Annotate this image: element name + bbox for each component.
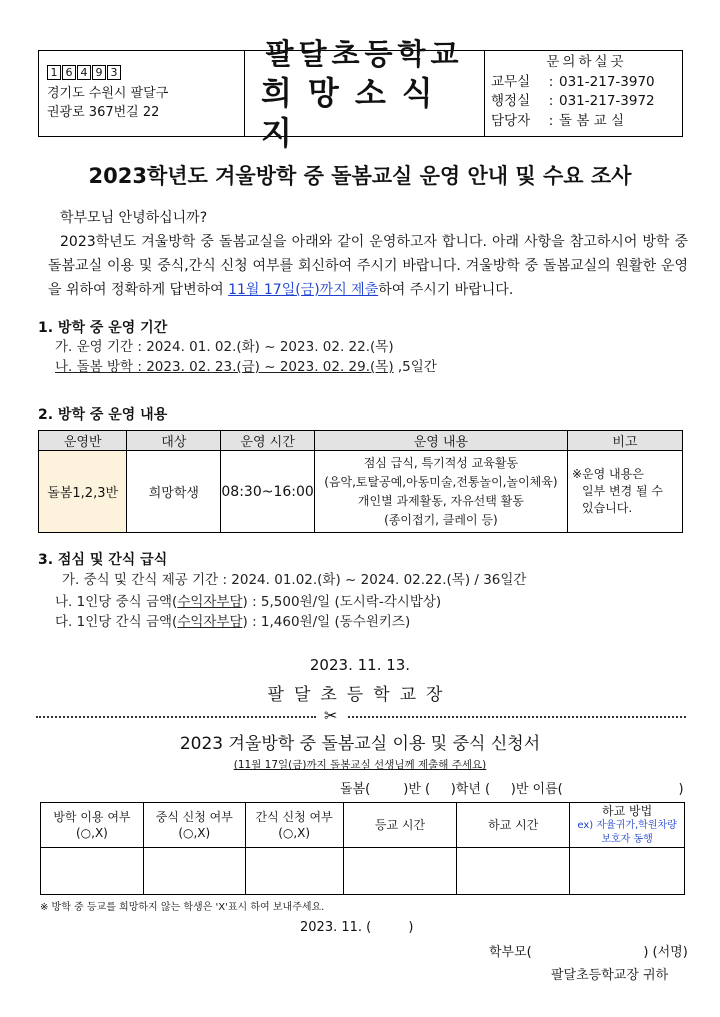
- postal-digit: 1: [47, 65, 61, 80]
- contact-row: [491, 73, 682, 93]
- table-row: [39, 451, 683, 533]
- contact-label: 행정실: [491, 93, 531, 109]
- header-text: 중식 신청 여부: [155, 810, 233, 824]
- section-3-item-a: 가. 중식 및 간식 제공 기간 : 2024. 01.02.(화) ~ 2024. 02.22.(목) / 36일간: [62, 572, 527, 588]
- table-header-cell: 대상: [127, 431, 221, 451]
- table-header-cell: 운영반: [39, 431, 127, 451]
- address-line-2: 권광로 367번길 22: [47, 105, 160, 120]
- header-text: 등교 시간: [374, 818, 426, 832]
- note-line: ※운영 내용은: [571, 467, 644, 481]
- item-text: 다. 1인당 간식 금액(: [55, 614, 178, 630]
- table-header-row: [41, 803, 685, 848]
- arrival-time-input[interactable]: [343, 848, 457, 895]
- dotted-line: [36, 716, 316, 718]
- table-header-cell: [143, 803, 245, 848]
- section-3-item-b: [55, 592, 441, 612]
- greeting: 학부모님 안녕하십니까?: [60, 210, 208, 226]
- section-2-heading: 2. 방학 중 운영 내용: [38, 407, 168, 423]
- contact-box: [485, 51, 682, 136]
- postal-digit: 9: [92, 65, 106, 80]
- intro-paragraph: [48, 230, 688, 302]
- contact-sep: :: [548, 93, 554, 109]
- contact-sep: :: [548, 112, 554, 129]
- addressee: 팔달초등학교장 귀하: [551, 968, 669, 983]
- contact-value: 031-217-3970: [559, 73, 655, 90]
- form-footnote: ※ 방학 중 등교를 희망하지 않는 학생은 'X'표시 하여 보내주세요.: [40, 902, 325, 913]
- table-header-cell: 운영 내용: [314, 431, 567, 451]
- content-line: (음악,토탈공예,아동미술,전통놀이,놀이체육): [324, 474, 558, 489]
- table-header-row: [39, 431, 683, 451]
- section-1-item-b-text: 나. 돌봄 방학 : 2023. 02. 23.(금) ~ 2023. 02. 29.(목): [55, 359, 394, 375]
- postal-digit: 3: [107, 65, 121, 80]
- postal-digit: 4: [77, 65, 91, 80]
- section-1-heading: 1. 방학 중 운영 기간: [38, 320, 168, 336]
- item-text: 나. 1인당 중식 금액(: [55, 594, 178, 610]
- content-line: (종이접기, 클레이 등): [384, 512, 498, 527]
- postal-code: [47, 65, 244, 80]
- contact-title: 문의하실곳: [546, 54, 627, 70]
- newsletter-title-box: [245, 36, 485, 152]
- class-cell: 돌봄1,2,3반: [39, 451, 127, 533]
- item-underlined: 수익자부담: [177, 594, 243, 610]
- snack-request-input[interactable]: [245, 848, 343, 895]
- intro-text-b: 하여 주시기 바랍니다.: [378, 282, 514, 298]
- document-title: 2023학년도 겨울방학 중 돌봄교실 운영 안내 및 수요 조사: [88, 164, 632, 188]
- scissors-icon: ✂: [324, 706, 338, 725]
- table-header-cell: [457, 803, 570, 848]
- departure-method-input[interactable]: [570, 848, 685, 895]
- address-line-1: 경기도 수원시 팔달구: [47, 86, 169, 101]
- table-header-cell: [570, 803, 685, 848]
- note-line: 있습니다.: [581, 501, 633, 515]
- operation-table: [38, 430, 683, 533]
- section-3-heading: 3. 점심 및 간식 급식: [38, 552, 168, 568]
- parent-signature: 학부모( ) (서명): [489, 945, 688, 960]
- section-1-item-a: 가. 운영 기간 : 2024. 01. 02.(화) ~ 2023. 02. 22.(목): [55, 339, 394, 355]
- header-text: (○,X): [278, 826, 311, 840]
- principal-signature: 팔달초등학교장: [267, 685, 453, 705]
- table-header-cell: [41, 803, 144, 848]
- content-line: 점심 급식, 특기적성 교육활동: [363, 455, 519, 470]
- time-cell: 08:30~16:00: [221, 451, 314, 533]
- note-cell: [567, 451, 682, 533]
- header-text: 하교 시간: [488, 818, 539, 832]
- item-text: ) : 1,460원/일 (동수원키즈): [242, 614, 411, 630]
- departure-time-input[interactable]: [457, 848, 570, 895]
- section-1-item-b-suffix: ,5일간: [393, 359, 437, 375]
- newsletter-header: [38, 36, 683, 152]
- intro-text-a: 2023학년도 겨울방학 중 돌봄교실을 아래와 같이 운영하고자 합니다. 아래 사항을 참고하시어 방학 중 돌봄교실 이용 및 중식,간식 신청 여부를 회신하여 주시기 바랍니다. 겨울방학 중 돌봄교실의 원활한 운영을 위하여 정확하게 답변하여: [48, 234, 688, 298]
- table-row: [41, 848, 685, 895]
- contact-sep: :: [548, 73, 554, 90]
- target-cell: 희망학생: [127, 451, 221, 533]
- school-address-box: [39, 51, 245, 136]
- header-text: 간식 신청 여부: [255, 810, 333, 824]
- lunch-request-input[interactable]: [143, 848, 245, 895]
- newsletter-name: 희망소식지: [261, 73, 449, 152]
- school-name: 팔달초등학교: [265, 36, 464, 71]
- form-date: 2023. 11. ( ): [300, 920, 414, 935]
- form-title: 2023 겨울방학 중 돌봄교실 이용 및 중식 신청서: [179, 734, 541, 754]
- content-cell: [314, 451, 567, 533]
- table-header-cell: 비고: [567, 431, 682, 451]
- postal-digit: 6: [62, 65, 76, 80]
- header-example: ex) 자율귀가,학원차량: [577, 820, 677, 831]
- header-example: 보호자 동행: [601, 834, 653, 845]
- deadline-text: 11월 17일(금)까지 제출: [228, 282, 379, 298]
- item-underlined: 수익자부담: [177, 614, 243, 630]
- header-text: 하교 방법: [601, 804, 653, 818]
- note-line: 일부 변경 될 수: [581, 484, 663, 498]
- contact-value: 031-217-3972: [559, 93, 655, 109]
- cut-line: [36, 706, 686, 725]
- content-line: 개인별 과제활동, 자유선택 활동: [357, 493, 524, 508]
- contact-value: 돌 봄 교 실: [559, 112, 625, 129]
- form-subtitle-text: (11월 17일(금)까지 돌봄교실 선생님께 제출해 주세요): [233, 759, 487, 771]
- contact-label: 담당자: [491, 112, 531, 129]
- section-1-item-b: [55, 357, 437, 377]
- use-vacation-input[interactable]: [41, 848, 144, 895]
- contact-row: [491, 92, 682, 112]
- item-text: ) : 5,500원/일 (도시락-각시밥상): [242, 594, 442, 610]
- table-header-cell: 운영 시간: [221, 431, 314, 451]
- form-subtitle: [0, 757, 720, 772]
- header-text: 방학 이용 여부: [53, 810, 131, 824]
- issue-date: 2023. 11. 13.: [309, 656, 411, 674]
- header-text: (○,X): [75, 826, 108, 840]
- intro-text: [48, 206, 688, 302]
- contact-row: [491, 112, 682, 132]
- application-table: [40, 802, 685, 895]
- dotted-line: [348, 716, 686, 718]
- table-header-cell: [245, 803, 343, 848]
- section-3-item-c: [55, 612, 410, 632]
- contact-label: 교무실: [491, 73, 531, 90]
- header-text: (○,X): [178, 826, 211, 840]
- table-header-cell: [343, 803, 457, 848]
- student-info-line: 돌봄( )반 ( )학년 ( )반 이름( ): [340, 782, 684, 797]
